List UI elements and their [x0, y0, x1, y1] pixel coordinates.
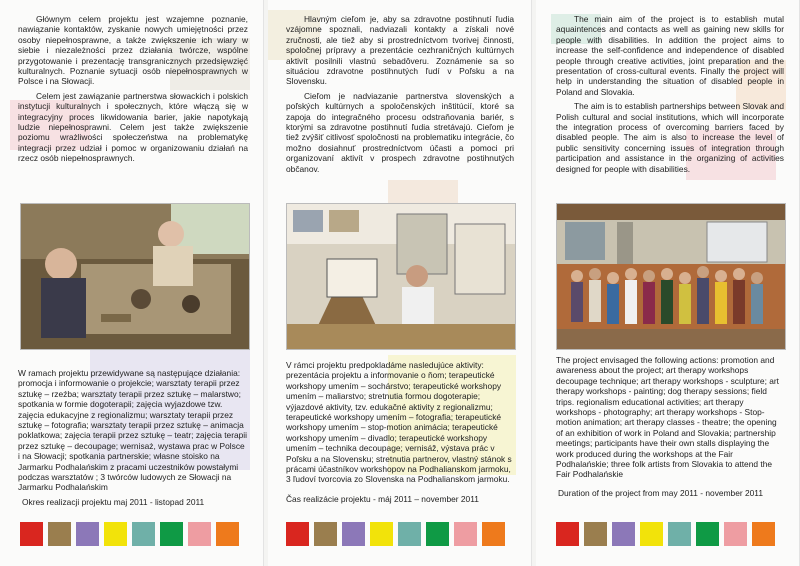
column-slovak: [268, 0, 532, 566]
color-swatch: [132, 522, 155, 546]
color-swatch: [668, 522, 691, 546]
activities-text-pl: W ramach projektu przewidywane są następujące działania: promocja i informowanie o projekcie; warsztaty terapii przez sztukę – rzeźba; warsztaty terapii przez sztukę – malarstwo; spotkania w formie dogoterapii; zajęcia wyjazdowe tzw. zajęcia edukacyjne z regionalizmu; warsztaty terapii przez sztukę – fotografia; warsztaty terapii przez sztukę – animacja poklatkowa; zajęcia terapii przez sztukę – teatr; zajęcia terapii przez sztukę – decoupage; wernisaż, wystawa prac w Polsce i na Słowacji; spotkania partnerskie; własne stoisko na Jarmarku Podhalańskim z pracami uczestników powstałymi podczas warsztatów ; 3 twórców ludowych ze Słowacji na Jarmarku Podhalańskim: [18, 368, 248, 493]
column-polish: [0, 0, 264, 566]
color-swatch: [482, 522, 505, 546]
color-swatch: [286, 522, 309, 546]
color-swatch: [20, 522, 43, 546]
color-swatch: [556, 522, 579, 546]
workshop-photo-pottery: [20, 203, 250, 350]
color-swatch: [188, 522, 211, 546]
intro-paragraph: Celem jest zawiązanie partnerstwa słowackich i polskich instytucji kulturalnych i społecznych, które włączą się w integracyjny proces likwidowania barier, jakie napotykają ludzie niepełnosprawni. Celem jest także zwiększenie poziomu wrażliwości społeczeństwa na problematykę integracji przez udział i pomoc w organizowaniu działań na rzecz osób niepełnosprawnych.: [18, 90, 248, 164]
color-swatch: [584, 522, 607, 546]
color-swatches: [286, 522, 505, 546]
color-swatch: [454, 522, 477, 546]
period-text-en: Duration of the project from may 2011 - november 2011: [558, 488, 763, 498]
intro-text-sk: [286, 14, 514, 178]
color-swatch: [342, 522, 365, 546]
color-swatch: [612, 522, 635, 546]
workshop-photo-painting: [286, 203, 516, 350]
color-swatch: [724, 522, 747, 546]
color-swatch: [426, 522, 449, 546]
intro-text-pl: [18, 14, 248, 168]
column-english: [536, 0, 800, 566]
intro-paragraph: The main aim of the project is to establish mutal aquaintences and contacts as well as gaining new skills for people with disabilities. In addition the project aims to increase the self-confidence and independence of disabled people through creative activities, joint preparation and the presentation of cross-cultural events. Finally the project will help in understanding the situation of disabled people in Poland and Slovakia.: [556, 14, 784, 97]
color-swatches: [20, 522, 239, 546]
color-swatch: [160, 522, 183, 546]
color-swatch: [314, 522, 337, 546]
intro-paragraph: Głównym celem projektu jest wzajemne poznanie, nawiązanie kontaktów, zyskanie nowych umiejętności przez osoby niepełnosprawne, a także zwiększenie ich wiary w siebie i niezależności przez działania twórcze, wspólne przygotowanie i prezentację transgranicznych przedsięwzięć kulturalnych. Poznanie sytuacji osób niepełnosprawnych w Polsce i na Słowacji.: [18, 14, 248, 87]
color-swatch: [216, 522, 239, 546]
activities-text-en: The project envisaged the following actions: promotion and awareness about the project; art therapy workshops decoupage technique; art therapy workshops - sculpture; art therapy workshops - painting; dog therapy sessions; field trips. regionalism educational activities; art therapy workshops - photography; art therapy workshops - Stop-motion animation; art therapy classes - theatre; the opening of an exhibition of work in Poland and Slovakia; partnership meetings; participants have their own stalls displaying the work produced during the workshops at the Fair Podhalańskie; three folk artists from Slovakia to attend the Fair Podhalańskie: [556, 355, 779, 480]
color-swatches: [556, 522, 775, 546]
group-photo: [556, 203, 786, 350]
activities-text-sk: V rámci projektu predpokladáme nasledujúce aktivity: prezentácia projektu a informovanie o ňom; terapeutické workshopy umením – sochárstvo; terapeutické workshopy umením – maliarstvo; stretnutia formou dogoterapie; výjazdové aktivity, tzv. edukačné aktivity z regionalizmu; terapeutické workshopy umením – fotografia; terapeutické workshopy umením – stop-motion animácia; terapeutické workshopy umením – divadlo; terapeutické workshopy umením – technika decoupage; vernisáž, výstava prác v Poľsku a na Slovensku; stretnutia partnerov, vlastný stánok s prácami účastníkov workshopov na Podhalianskom jarmoku, 3 ľudoví tvorcovia zo Slovenska na Podhalianskom jarmoku.: [286, 360, 512, 485]
color-swatch: [696, 522, 719, 546]
intro-paragraph: The aim is to establish partnerships between Slovak and Polish cultural and social institutions, which will incorporate the integration process of overcoming barriers faced by disabled people. The aim is also to increase the level of public sensitivity concerning issues of integration through participation and assistance in the organizing of activities designed for people with disabilities.: [556, 101, 784, 174]
intro-paragraph: Cieľom je nadviazanie partnerstva slovenských a poľských kultúrnych a spoločenských inštitúcií, ktoré sa zapoja do integračného procesu odstraňovania bariér, s ktorými sa zdravotne postihnutí ľudia stretávajú. Cieľom je tiež zvýšiť citlivosť spoločnosti na problematiku integrácie, čo možno dosiahnuť prostredníctvom účasti a pomoci pri organizovaní aktivít v prospech zdravotne postihnutých občanov.: [286, 90, 514, 174]
color-swatch: [370, 522, 393, 546]
period-text-sk: Čas realizácie projektu - máj 2011 – november 2011: [286, 494, 479, 504]
color-swatch: [76, 522, 99, 546]
color-swatch: [398, 522, 421, 546]
intro-paragraph: Hlavným cieľom je, aby sa zdravotne postihnutí ľudia vzájomne spoznali, nadviazali kontakty a získali nové zručnosti, ale tiež aby si prostredníctvom tvorivej činnosti, spoločnej prípravy a prezentácie cezhraničných kultúrnych aktivít posilnili vlastnú sebadôveru. Zoznámenie sa so situáciou zdravotne postihnutých ľudí v Poľsku a na Slovensku.: [286, 14, 514, 87]
color-swatch: [48, 522, 71, 546]
color-swatch: [640, 522, 663, 546]
color-swatch: [752, 522, 775, 546]
color-swatch: [104, 522, 127, 546]
period-text-pl: Okres realizacji projektu maj 2011 - listopad 2011: [22, 497, 205, 507]
intro-text-en: [556, 14, 784, 178]
